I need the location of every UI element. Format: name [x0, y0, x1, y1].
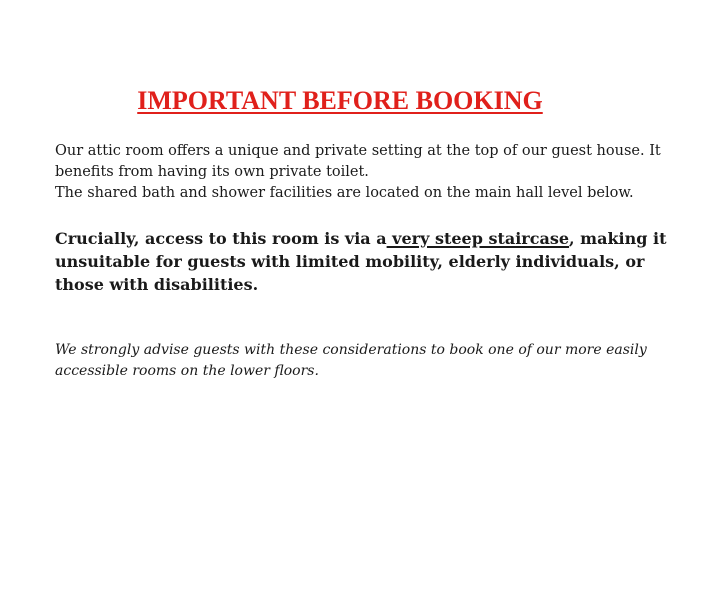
- warning-text-end: , making it unsuitable for guests with limited mobility, elderly individuals, or those with disabilities.: [55, 229, 667, 294]
- intro-line-private-toilet: Our attic room offers a unique and private setting at the top of our guest house. It benefits from having its own private toilet.: [55, 143, 661, 180]
- notice-heading: IMPORTANT BEFORE BOOKING: [137, 86, 543, 115]
- intro-line-shared-facilities: The shared bath and shower facilities are located on the main hall level below.: [55, 185, 634, 201]
- intro-paragraph: [55, 141, 675, 204]
- staircase-warning: [55, 227, 675, 296]
- booking-advice: We strongly advise guests with these considerations to book one of our more easily accessible rooms on the lower floors.: [55, 342, 647, 379]
- warning-text-start: Crucially, access to this room is via a: [55, 229, 387, 248]
- steep-staircase-emphasis: very steep staircase: [386, 229, 570, 248]
